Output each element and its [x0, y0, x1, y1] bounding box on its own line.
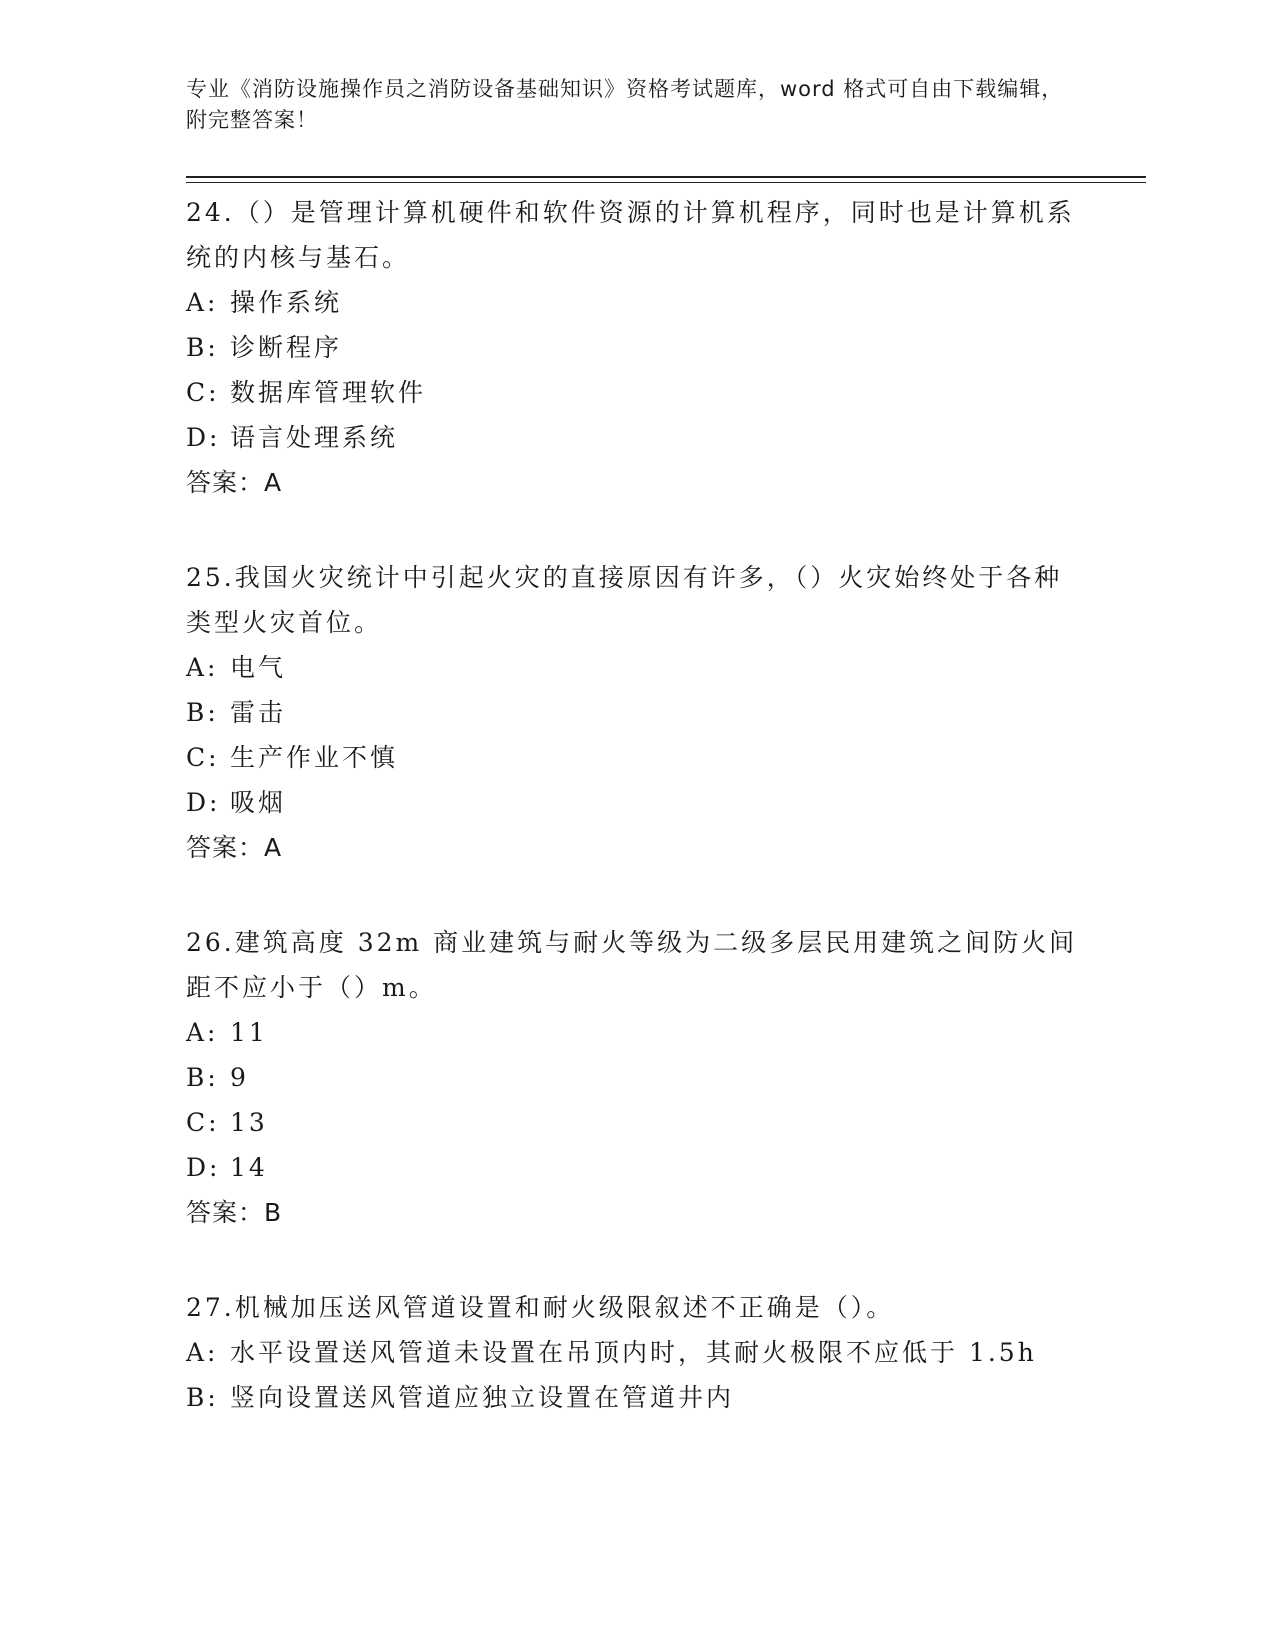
option-a: [186, 645, 1086, 690]
option-key: C:: [186, 743, 220, 772]
option-b: [186, 1375, 1086, 1420]
header-divider: [186, 176, 1146, 178]
option-text: 9: [230, 1063, 249, 1092]
option-text: 13: [230, 1108, 268, 1137]
option-text: 竖向设置送风管道应独立设置在管道井内: [230, 1383, 735, 1412]
option-key: C:: [186, 1108, 220, 1137]
option-key: D:: [186, 1153, 221, 1182]
option-text: 操作系统: [230, 288, 343, 317]
question-27: [186, 1285, 1086, 1420]
option-key: B:: [186, 698, 219, 727]
option-b: [186, 325, 1086, 370]
option-text: 吸烟: [230, 788, 287, 817]
question-text: 27.机械加压送风管道设置和耐火级限叙述不正确是（）。: [186, 1293, 895, 1322]
option-a: [186, 1330, 1086, 1375]
option-text: 诊断程序: [230, 333, 343, 362]
option-text: 雷击: [230, 698, 287, 727]
option-a: [186, 280, 1086, 325]
option-key: A:: [186, 288, 219, 317]
question-text: 24.（）是管理计算机硬件和软件资源的计算机程序，同时也是计算机系统的内核与基石。: [186, 198, 1075, 272]
option-d: [186, 1145, 1086, 1190]
option-text: 水平设置送风管道未设置在吊顶内时，其耐火极限不应低于 1.5h: [230, 1338, 1037, 1367]
option-c: [186, 370, 1086, 415]
option-text: 14: [230, 1153, 268, 1182]
option-key: A:: [186, 1018, 219, 1047]
option-key: D:: [186, 788, 221, 817]
option-b: [186, 690, 1086, 735]
option-text: 电气: [230, 653, 287, 682]
option-text: 生产作业不慎: [230, 743, 399, 772]
option-d: [186, 780, 1086, 825]
option-key: B:: [186, 1383, 219, 1412]
option-text: 11: [230, 1018, 268, 1047]
option-key: D:: [186, 423, 221, 452]
question-26: [186, 920, 1086, 1235]
option-key: A:: [186, 653, 219, 682]
question-text: 26.建筑高度 32m 商业建筑与耐火等级为二级多层民用建筑之间防火间距不应小于（）m。: [186, 928, 1078, 1002]
option-text: 数据库管理软件: [230, 378, 427, 407]
question-list: [186, 190, 1086, 1470]
question-24: [186, 190, 1086, 505]
option-key: A:: [186, 1338, 219, 1367]
answer-line: 答案：A: [186, 833, 283, 862]
option-key: C:: [186, 378, 220, 407]
question-text: 25.我国火灾统计中引起火灾的直接原因有许多，（）火灾始终处于各种类型火灾首位。: [186, 563, 1063, 637]
option-c: [186, 1100, 1086, 1145]
option-key: B:: [186, 1063, 219, 1092]
option-b: [186, 1055, 1086, 1100]
option-d: [186, 415, 1086, 460]
option-c: [186, 735, 1086, 780]
answer-line: 答案：A: [186, 468, 283, 497]
question-25: [186, 555, 1086, 870]
option-text: 语言处理系统: [230, 423, 399, 452]
option-a: [186, 1010, 1086, 1055]
answer-line: 答案：B: [186, 1198, 283, 1227]
header-divider-thin: [186, 182, 1146, 183]
document-header: 专业《消防设施操作员之消防设备基础知识》资格考试题库，word 格式可自由下载编辑，附完整答案！: [186, 77, 1064, 132]
option-key: B:: [186, 333, 219, 362]
